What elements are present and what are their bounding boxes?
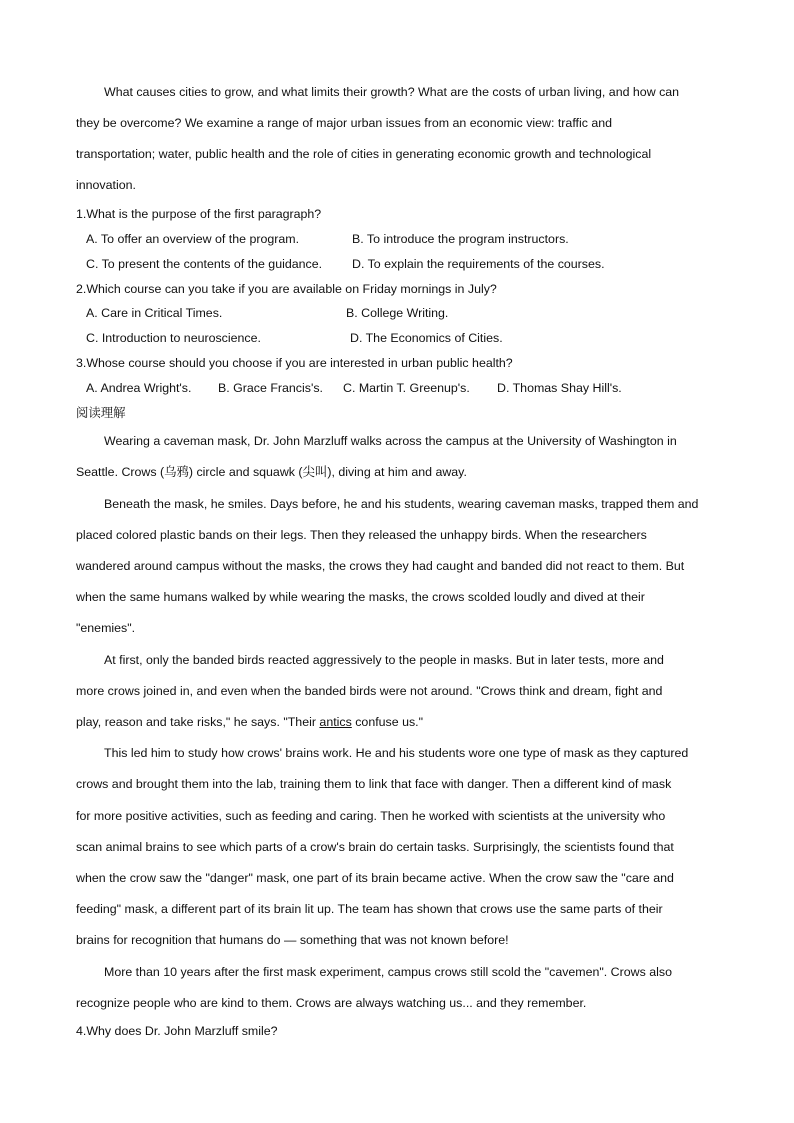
answer-option: D. To explain the requirements of the courses. (352, 257, 605, 271)
section-heading: 阅读理解 (76, 405, 126, 420)
answer-option: A. Care in Critical Times. (86, 306, 223, 320)
answer-option: B. College Writing. (346, 306, 449, 320)
answer-option: A. Andrea Wright's. (86, 381, 192, 395)
question-stem: 4.Why does Dr. John Marzluff smile? (76, 1024, 278, 1038)
answer-option: C. Martin T. Greenup's. (343, 381, 470, 395)
passage1-line: they be overcome? We examine a range of major urban issues from an economic view: traffic and (76, 116, 613, 130)
passage1-line: What causes cities to grow, and what limits their growth? What are the costs of urban living, and how can (104, 85, 680, 99)
passage2-line: when the crow saw the "danger" mask, one part of its brain became active. When the crow saw the "care and (76, 871, 674, 885)
passage2-line: brains for recognition that humans do — something that was not known before! (76, 933, 509, 947)
passage1-line: transportation; water, public health and the role of cities in generating economic growth and technological (76, 147, 652, 161)
text-segment: confuse us." (351, 715, 424, 729)
passage2-line: At first, only the banded birds reacted aggressively to the people in masks. But in later tests, more and (104, 653, 664, 667)
question-stem: 3.Whose course should you choose if you are interested in urban public health? (76, 356, 513, 370)
answer-option: D. The Economics of Cities. (350, 331, 503, 345)
passage2-line (76, 714, 423, 730)
passage2-line: crows and brought them into the lab, training them to link that face with danger. Then a different kind of mask (76, 777, 672, 791)
passage2-line: placed colored plastic bands on their legs. Then they released the unhappy birds. When the researchers (76, 528, 647, 542)
question-stem: 1.What is the purpose of the first paragraph? (76, 207, 322, 221)
text-segment: play, reason and take risks," he says. "Their (76, 715, 320, 729)
question-stem: 2.Which course can you take if you are available on Friday mornings in July? (76, 282, 497, 296)
answer-option: C. To present the contents of the guidance. (86, 257, 323, 271)
answer-option: B. To introduce the program instructors. (352, 232, 569, 246)
passage2-line: wandered around campus without the masks, the crows they had caught and banded did not react to them. But (76, 559, 685, 573)
passage2-line: Seattle. Crows (乌鸦) circle and squawk (尖叫), diving at him and away. (76, 465, 467, 479)
passage2-line: Wearing a caveman mask, Dr. John Marzluff walks across the campus at the University of Washington in (104, 434, 677, 448)
passage2-line: feeding" mask, a different part of its brain lit up. The team has shown that crows use the same parts of their (76, 902, 663, 916)
passage2-line: when the same humans walked by while wearing the masks, the crows scolded loudly and dived at their (76, 590, 645, 604)
passage2-line: recognize people who are kind to them. Crows are always watching us... and they remember. (76, 996, 587, 1010)
passage2-line: Beneath the mask, he smiles. Days before, he and his students, wearing caveman masks, trapped them and (104, 497, 699, 511)
answer-option: B. Grace Francis's. (218, 381, 323, 395)
answer-option: D. Thomas Shay Hill's. (497, 381, 622, 395)
answer-option: C. Introduction to neuroscience. (86, 331, 261, 345)
passage2-line: This led him to study how crows' brains work. He and his students wore one type of mask as they captured (104, 746, 689, 760)
passage1-line: innovation. (76, 178, 136, 192)
passage2-line: More than 10 years after the first mask experiment, campus crows still scold the "cavemen". Crows also (104, 965, 672, 979)
underlined-word: antics (319, 715, 352, 729)
passage2-line: more crows joined in, and even when the banded birds were not around. "Crows think and dream, fight and (76, 684, 663, 698)
passage2-line: scan animal brains to see which parts of a crow's brain do certain tasks. Surprisingly, the scientists found that (76, 840, 674, 854)
passage2-line: "enemies". (76, 621, 136, 635)
answer-option: A. To offer an overview of the program. (86, 232, 300, 246)
passage2-line: for more positive activities, such as feeding and caring. Then he worked with scientists at the university who (76, 809, 666, 823)
